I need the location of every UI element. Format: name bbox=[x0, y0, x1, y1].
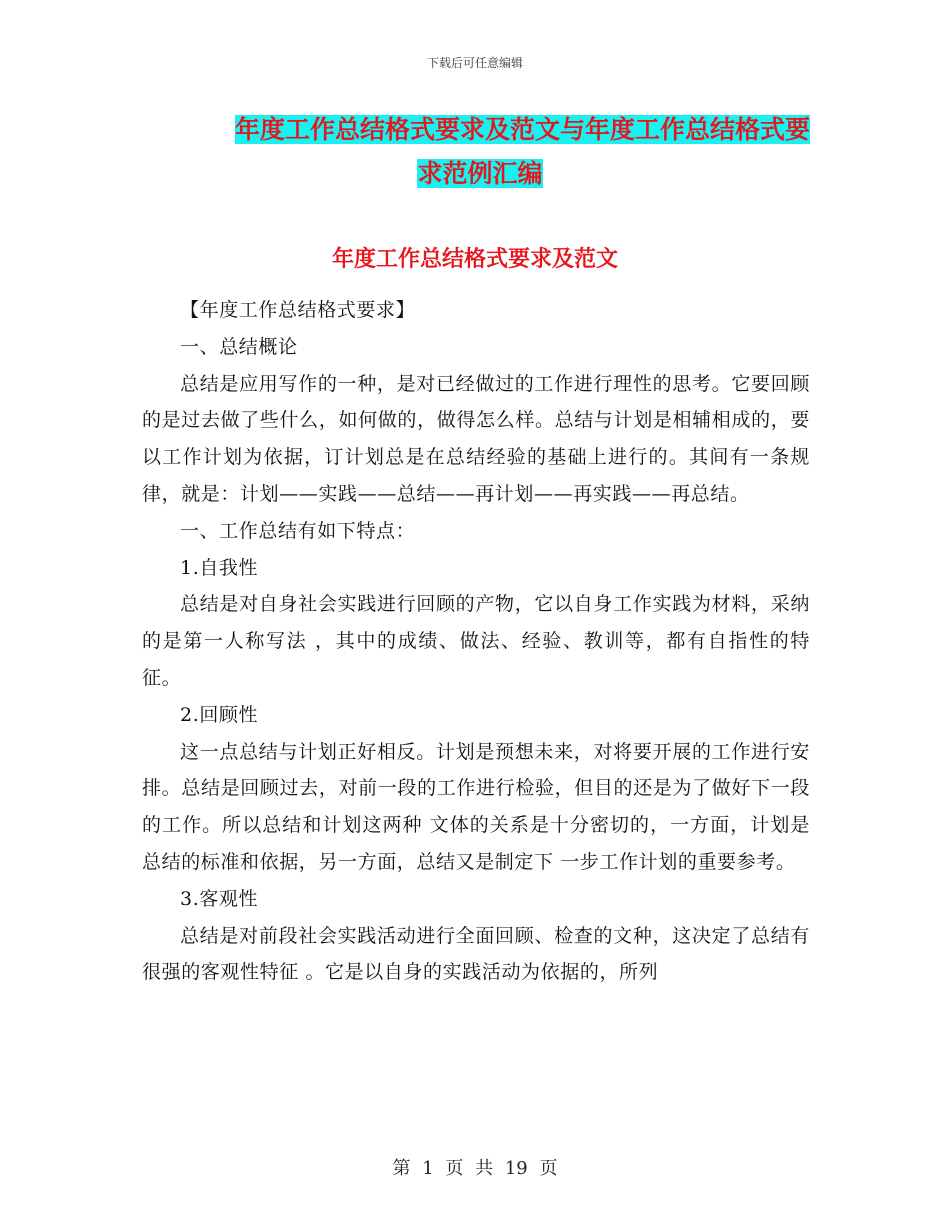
paragraph-retrospective: 这一点总结与计划正好相反。计划是预想未来，对将要开展的工作进行安排。总结是回顾过去，对前一段的工作进行检验，但目的还是为了做好下一段的工作。所以总结和计划这两种 文体的关系是十分密切的，一方面，计划是总结的标准和依据，另一方面，总结又是制定下 一步工作计划的重要参考。 bbox=[142, 740, 810, 873]
main-title-line-2-text: 求范例汇编 bbox=[417, 159, 543, 188]
page-number-footer: 第 1 页 共 19 页 bbox=[392, 1158, 558, 1179]
main-title-line-2 bbox=[150, 152, 810, 196]
main-title-line-1-text: 年度工作总结格式要求及范文与年度工作总结格式要 bbox=[234, 115, 810, 144]
paragraph-overview: 总结是应用写作的一种，是对已经做过的工作进行理性的思考。它要回顾的是过去做了些什么，如何做的，做得怎么样。总结与计划是相辅相成的，要以工作计划为依据，订计划总是在总结经验的基础上进行的。其间有一条规律，就是：计划——实践——总结——再计划——再实践——再总结。 bbox=[142, 372, 810, 505]
header-note: 下载后可任意编辑 bbox=[426, 56, 523, 70]
paragraph-self: 总结是对自身社会实践进行回顾的产物，它以自身工作实践为材料，采纳的是第一人称写法 ，其中的成绩、做法、经验、教训等，都有自指性的特征。 bbox=[142, 593, 810, 689]
heading-overview: 一、总结概论 bbox=[180, 335, 298, 358]
section-title: 年度工作总结格式要求及范文 bbox=[331, 247, 618, 272]
subheading-retrospective: 2.回顾性 bbox=[180, 703, 259, 726]
main-title-line-1 bbox=[150, 108, 810, 152]
paragraph-objective: 总结是对前段社会实践活动进行全面回顾、检查的文种，这决定了总结有很强的客观性特征 。它是以自身的实践活动为依据的，所列 bbox=[142, 924, 810, 984]
subheading-objective: 3.客观性 bbox=[180, 887, 259, 910]
main-title bbox=[150, 108, 810, 196]
heading-features: 一、工作总结有如下特点： bbox=[180, 519, 416, 542]
document-body bbox=[142, 292, 810, 991]
heading-format-requirements: 【年度工作总结格式要求】 bbox=[180, 299, 416, 321]
subheading-self: 1.自我性 bbox=[180, 556, 259, 579]
